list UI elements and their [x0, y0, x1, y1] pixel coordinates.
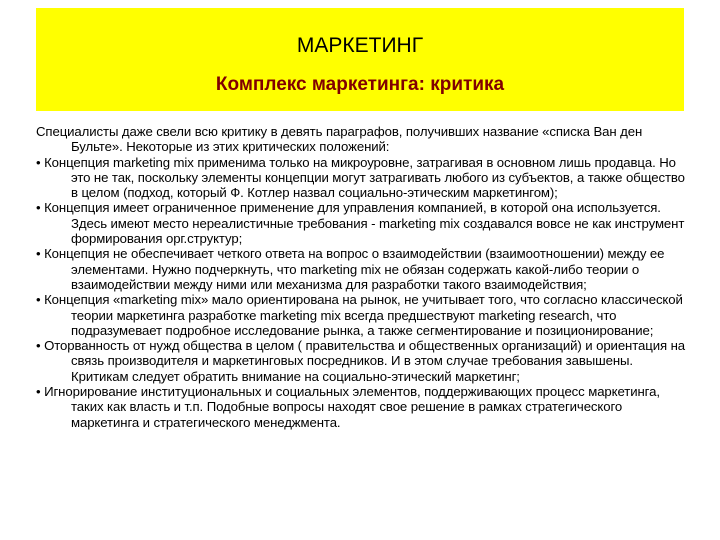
slide-title: МАРКЕТИНГ — [296, 34, 424, 57]
bullet-point: • Игнорирование институциональных и социальных элементов, поддерживающих процесс маркетинга, таких как власть и т.п. Подобные вопросы находят свое решение в рамках стратегического маркетинга и стратегического менеджмента. — [36, 384, 660, 430]
header-band — [36, 8, 684, 111]
body-text — [36, 124, 688, 430]
bullet-point: • Концепция marketing mix применима только на микроуровне, затрагивая в основном лишь продавца. Но это не так, поскольку элементы концепции могут затрагивать любого из субъектов, а также общество в целом (подход, который Ф. Котлер назвал социально-этическим маркетингом); — [36, 154, 685, 201]
slide-subtitle: Комплекс маркетинга: критика — [215, 74, 505, 95]
bullet-point: • Концепция «marketing mix» мало ориентирована на рынок, не учитывает того, что согласно классической теории маркетинга разработке marketing mix всегда предшествуют marketing research, что подразумевает подробное исследование рынка, а также сегментирование и позиционирование; — [36, 292, 683, 338]
bullet-point: • Концепция имеет ограниченное применение для управления компанией, в которой она используется. Здесь имеют место нереалистичные требования - marketing mix создавался вовсе не как инструмент формирования орг.структур; — [36, 200, 685, 247]
bullet-point: • Оторванность от нужд общества в целом ( правительства и общественных организаций) и ориентация на связь производителя и маркетинговых посредников. И в этом случае требования завышены. Критикам следует обратить внимание на социально-этический маркетинг; — [36, 338, 686, 384]
intro-paragraph: Специалисты даже свели всю критику в девять параграфов, получивших название «списка Ван ден Бульте». Некоторые из этих критических положений: — [36, 124, 643, 155]
bullet-point: • Концепция не обеспечивает четкого ответа на вопрос о взаимодействии (взаимоотношении) между ее элементами. Нужно подчеркнуть, что marketing mix не обязан содержать какой-либо теории о взаимодействии между ними или механизма для разработки такого взаимодействия; — [36, 246, 665, 292]
